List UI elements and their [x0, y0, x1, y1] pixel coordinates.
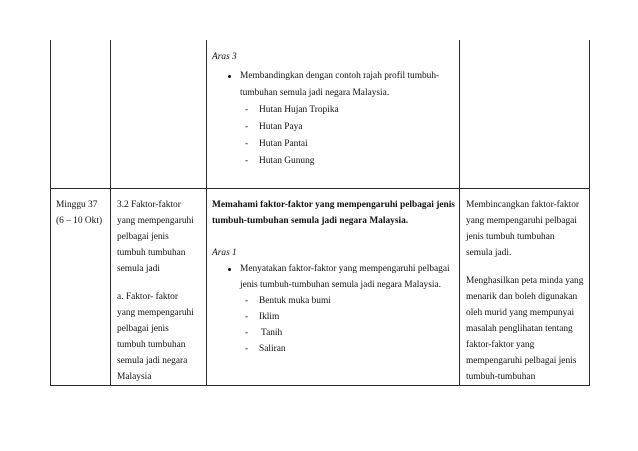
aras1-item-2: Iklim: [259, 312, 280, 322]
aras3-item-4: Hutan Gunung: [259, 156, 315, 166]
dash: -: [245, 296, 249, 306]
aras1-item-3: Tanih: [261, 328, 283, 338]
week-label: Minggu 37: [56, 200, 98, 210]
aras3-item-2: Hutan Paya: [259, 122, 303, 132]
aras1-bullet-line-1: Menyatakan faktor-faktor yang mempengaruhi pelbagai: [240, 264, 450, 274]
aras1-bullet-line-2: jenis tumbuh-tumbuhan semula jadi negara Malaysia.: [240, 280, 441, 290]
bullet-icon: [228, 268, 231, 271]
subtopic-line-3: pelbagai jenis: [117, 324, 169, 334]
week-dates: (6 – 10 Okt): [56, 216, 103, 226]
activity2-line-2: menarik dan boleh digunakan: [466, 292, 578, 302]
table-border-col2: [110, 40, 111, 386]
dash: -: [245, 105, 249, 115]
subtopic-line-6: Malaysia: [117, 372, 152, 382]
table-border-bottom: [50, 385, 590, 386]
activity1-line-2: yang mempengaruhi pelbagai: [466, 216, 577, 226]
row-divider: [50, 188, 590, 189]
bullet-icon: [228, 75, 231, 78]
topic-line-2: yang mempengaruhi: [117, 216, 194, 226]
table-border-col4: [459, 40, 460, 386]
objective-line-2: tumbuh-tumbuhan semula jadi negara Malaysia.: [212, 216, 409, 226]
activity1-line-4: semula jadi.: [466, 248, 512, 258]
dash: -: [245, 344, 249, 354]
topic-line-1: 3.2 Faktor-faktor: [117, 200, 181, 210]
dash: -: [245, 328, 249, 338]
activity2-line-4: masalah penglihatan tentang: [466, 324, 573, 334]
dash: -: [245, 139, 249, 149]
activity2-line-6: mempengaruhi pelbagai jenis: [466, 356, 577, 366]
objective-line-1: Memahami faktor-faktor yang mempengaruhi pelbagai jenis: [212, 200, 455, 210]
activity2-line-3: oleh murid yang mempunyai: [466, 308, 575, 318]
subtopic-line-4: tumbuh tumbuhan: [117, 340, 186, 350]
aras3-bullet-line-2: tumbuhan semula jadi negara Malaysia.: [240, 88, 390, 98]
activity1-line-1: Membincangkan faktor-faktor: [466, 200, 580, 210]
subtopic-line-1: a. Faktor- faktor: [117, 292, 178, 302]
table-border-right: [589, 40, 590, 386]
table-border-col3: [206, 40, 207, 386]
table-border-left: [50, 40, 51, 386]
aras3-item-3: Hutan Pantai: [259, 139, 308, 149]
activity2-line-7: tumbuh-tumbuhan: [466, 372, 536, 382]
subtopic-line-2: yang mempengaruhi: [117, 308, 194, 318]
aras1-item-1: Bentuk muka bumi: [259, 296, 331, 306]
activity1-line-3: jenis tumbuh tumbuhan: [466, 232, 555, 242]
topic-line-5: semula jadi: [117, 264, 160, 274]
dash: -: [245, 122, 249, 132]
topic-line-4: tumbuh tumbuhan: [117, 248, 186, 258]
activity2-line-5: faktor-faktor yang: [466, 340, 535, 350]
aras3-bullet-line-1: Membandingkan dengan contoh rajah profil tumbuh-: [240, 71, 440, 81]
dash: -: [245, 156, 249, 166]
aras3-item-1: Hutan Hujan Tropika: [259, 105, 339, 115]
aras1-item-4: Saliran: [259, 344, 286, 354]
aras3-heading: Aras 3: [212, 52, 237, 62]
topic-line-3: pelbagai jenis: [117, 232, 169, 242]
aras1-heading: Aras 1: [212, 248, 237, 258]
activity2-line-1: Menghasilkan peta minda yang: [466, 276, 584, 286]
subtopic-line-5: semula jadi negara: [117, 356, 188, 366]
dash: -: [245, 312, 249, 322]
